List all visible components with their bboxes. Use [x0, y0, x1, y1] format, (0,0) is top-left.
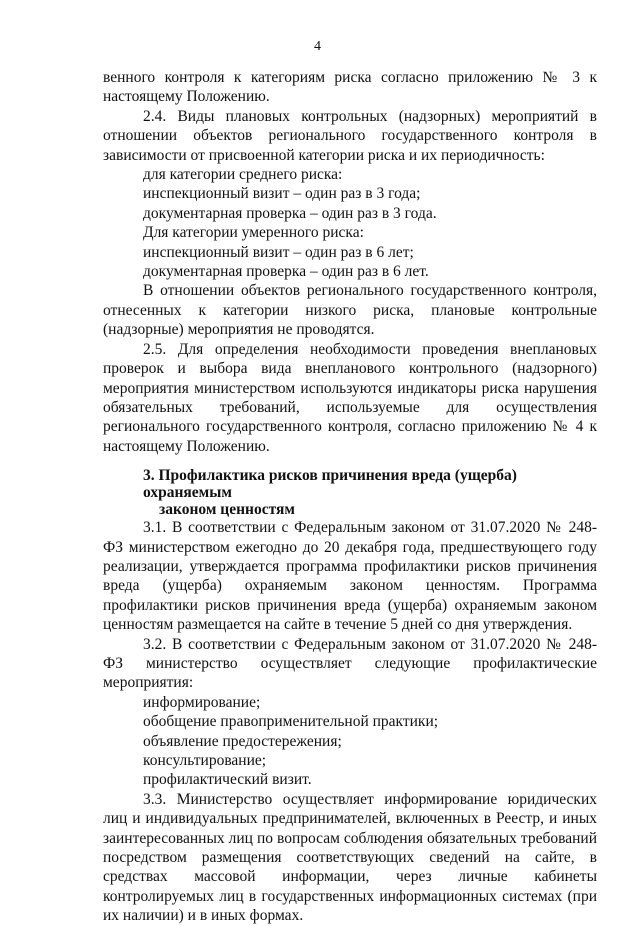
list-item: объявление предостережения;	[143, 732, 342, 750]
list-item: инспекционный визит – один раз в 3 года;	[143, 185, 421, 203]
paragraph: 3.2. В соответствии с Федеральным законом от 31.07.2020 № 248-ФЗ министерство осуществляет следующие профилактические мероприятия:	[103, 635, 597, 692]
list-item: консультирование;	[143, 752, 267, 769]
list-item: информирование;	[143, 693, 261, 711]
list-item: профилактический визит.	[143, 771, 312, 789]
paragraph: 3.1. В соответствии с Федеральным законом от 31.07.2020 № 248-ФЗ министерством ежегодно до 20 декабря года, предшествующего году реализации, утверждается программа профилактики рисков причинения вреда (ущерба) охраняемым законом ценностям. Программа профилактики рисков причинения вреда (ущерба) охраняемым законом ценностям размещается на сайте в течение 5 дней со дня утверждения.	[103, 519, 597, 634]
list-item: инспекционный визит – один раз в 6 лет;	[143, 243, 414, 261]
paragraph: венного контроля к категориям риска согласно приложению № 3 к настоящему Положению.	[103, 69, 597, 106]
list-item: обобщение правоприменительной практики;	[143, 713, 439, 731]
section-heading-line: законом ценностям	[159, 501, 295, 519]
list-item: Для категории умеренного риска:	[143, 224, 364, 242]
document-body	[103, 68, 597, 926]
page-number: 4	[314, 39, 321, 54]
paragraph: 2.4. Виды плановых контрольных (надзорных) мероприятий в отношении объектов регионального государственного контроля в зависимости от присвоенной категории риска и их периодичность:	[103, 107, 597, 164]
section-heading	[103, 467, 597, 518]
paragraph: 2.5. Для определения необходимости проведения внеплановых проверок и выбора вида внепланового контрольного (надзорного) мероприятия министерством используются индикаторы риска нарушения обязательных требований, используемые для осуществления регионального государственного контроля, согласно приложению № 4 к настоящему Положению.	[103, 340, 597, 455]
list-item: документарная проверка – один раз в 6 лет.	[143, 263, 429, 281]
list-item: документарная проверка – один раз в 3 года.	[143, 204, 437, 222]
paragraph: 3.3. Министерство осуществляет информирование юридических лиц и индивидуальных предпринимателей, включенных в Реестр, и иных заинтересованных лиц по вопросам соблюдения обязательных требований посредством размещения соответствующих сведений на сайте, в средствах массовой информации, через личные кабинеты контролируемых лиц в государственных информационных системах (при их наличии) и в иных формах.	[103, 790, 597, 925]
section-heading-line: 3. Профилактика рисков причинения вреда (ущерба) охраняемым	[143, 467, 517, 502]
paragraph: В отношении объектов регионального государственного контроля, отнесенных к категории низкого риска, плановые контрольные (надзорные) мероприятия не проводятся.	[103, 282, 597, 339]
list-item: для категории среднего риска:	[143, 166, 343, 184]
